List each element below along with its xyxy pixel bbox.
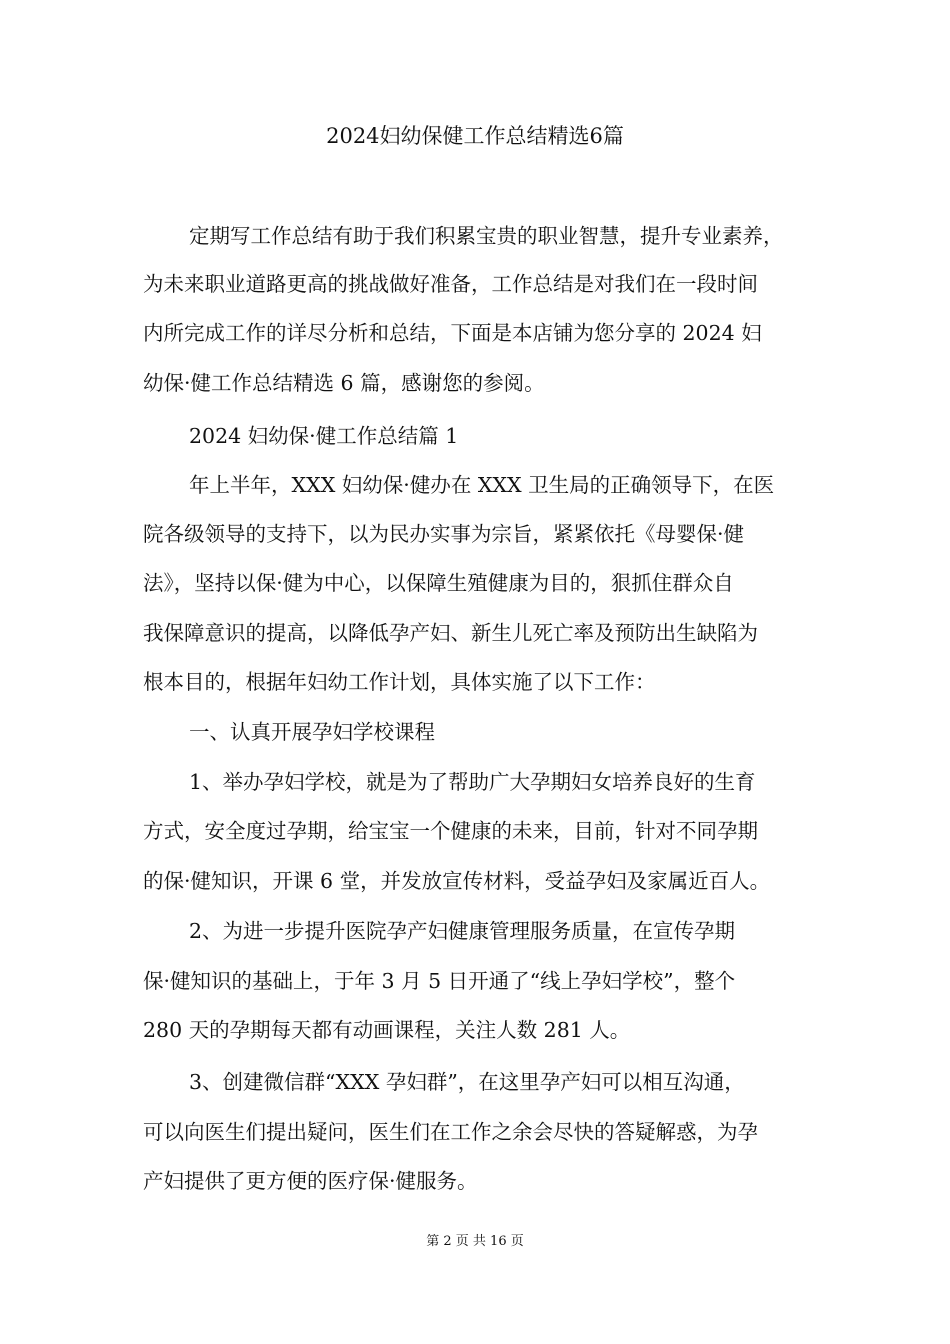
paragraph-line: 内所完成工作的详尽分析和总结，下面是本店铺为您分享的 2024 妇	[143, 321, 762, 345]
paragraph-line: 为未来职业道路更高的挑战做好准备，工作总结是对我们在一段时间	[143, 272, 758, 296]
paragraph-line: 3、创建微信群“XXX 孕妇群”，在这里孕产妇可以相互沟通，	[189, 1070, 745, 1094]
paragraph-line: 可以向医生们提出疑问，医生们在工作之余会尽快的答疑解惑，为孕	[143, 1120, 758, 1144]
paragraph-line: 院各级领导的支持下，以为民办实事为宗旨，紧紧依托《母婴保·健	[143, 522, 745, 546]
paragraph-line: 280 天的孕期每天都有动画课程，关注人数 281 人。	[143, 1018, 631, 1042]
paragraph-line: 幼保·健工作总结精选 6 篇，感谢您的参阅。	[143, 371, 545, 395]
paragraph-line: 产妇提供了更方便的医疗保·健服务。	[143, 1169, 478, 1193]
paragraph-line: 定期写工作总结有助于我们积累宝贵的职业智慧，提升专业素养，	[189, 224, 784, 248]
paragraph-line: 根本目的，根据年妇幼工作计划，具体实施了以下工作：	[143, 670, 656, 694]
section-heading: 2024 妇幼保·健工作总结篇 1	[189, 424, 459, 448]
paragraph-line: 的保·健知识，开课 6 堂，并发放宣传材料，受益孕妇及家属近百人。	[143, 869, 771, 893]
section-heading: 一、认真开展孕妇学校课程	[189, 720, 435, 744]
page-footer: 第 2 页 共 16 页	[426, 1234, 524, 1249]
paragraph-line: 我保障意识的提高，以降低孕产妇、新生儿死亡率及预防出生缺陷为	[143, 621, 758, 645]
paragraph-line: 年上半年，XXX 妇幼保·健办在 XXX 卫生局的正确领导下，在医	[189, 473, 775, 497]
document-title: 2024妇幼保健工作总结精选6篇	[326, 124, 624, 148]
paragraph-line: 法》，坚持以保·健为中心，以保障生殖健康为目的，狠抓住群众自	[143, 571, 734, 595]
paragraph-line: 方式，安全度过孕期，给宝宝一个健康的未来，目前，针对不同孕期	[143, 819, 758, 843]
paragraph-line: 保·健知识的基础上，于年 3 月 5 日开通了“线上孕妇学校”，整个	[143, 969, 736, 993]
paragraph-line: 2、为进一步提升医院孕产妇健康管理服务质量，在宣传孕期	[189, 919, 736, 943]
paragraph-line: 1、举办孕妇学校，就是为了帮助广大孕期妇女培养良好的生育	[189, 770, 756, 794]
